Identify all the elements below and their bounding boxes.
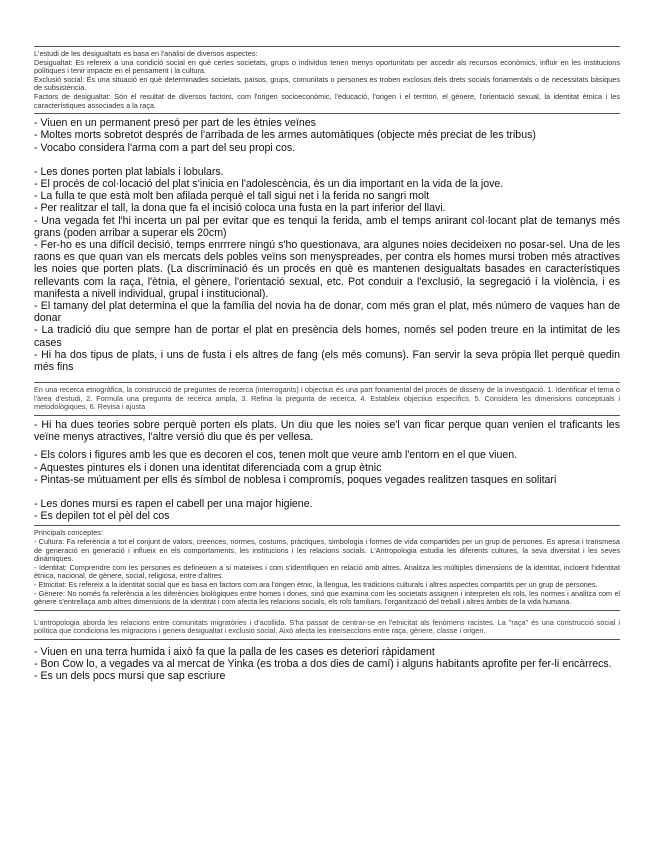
note-line: - Es un dels pocs mursi que sap escriure xyxy=(34,670,226,683)
research-questions-block xyxy=(34,383,620,415)
note-line: - Pintas-se mútuament per ells és símbol de noblesa i compromís, poques vegades realitzen tasques en solitari xyxy=(34,473,557,486)
notes-block-lip-plates xyxy=(34,416,620,525)
text-line: L'estudi de les desigualtats es basa en l'anàlisi de diversos aspectes: xyxy=(34,49,258,58)
note-line: - Per realitzar el tall, la dona que fa el incisió coloca una fusta en la part inferior del llavi. xyxy=(34,202,446,215)
text-line: - Identitat: Comprendre com les persones es defineixen a si mateixes i com s'identifiquen en relació amb altres. Analitza les múltiples dimensions de la identitat, incloent l'identitat ètnica, nacional, de gènere, social, religiosa, entre d'altres. xyxy=(34,562,620,581)
document-page xyxy=(34,46,620,686)
notes-block-village xyxy=(34,640,620,686)
section-heading: Principals conceptes: xyxy=(34,528,103,538)
text-line: Factors de desigualtat: Són el resultat de diversos factors, com l'origen socioeconòmic, l'educació, l'origen i el territori, el gènere, l'orientació sexual, la identitat ètnica i les característiques associades a la raça. xyxy=(34,91,620,110)
note-line: - Fer-ho es una difícil decisió, temps enrrrere ningú s'ho questionava, ara algunes noies decideixen no posar-sel. Una de les raons es que quan van els mercats dels pobles veïns son menyspreades, per contra els homes mursi troben més atractives les noies que porten plats. (La discriminació és un procés en què es mantenen desigualtats basades en característiques rellevants com la raça, l'ètnia, el gènere, l'orientació sexual, etc. Pot conduir a l'exclusió, la segregació i la violència, i es manifesta a nivell individual, grupal i institucional). xyxy=(34,238,620,300)
note-line: - El procés de col·locació del plat s'inicia en l'adolescència, és un dia important en la vida de la jove. xyxy=(34,177,504,190)
text-line: Desigualtat: Es refereix a una condició social en què certes societats, grups o individus tenen menys oportunitats per accedir als recursos econòmics, influir en les institucions polítiques i tenir impacte en el pensament i la cultura. xyxy=(34,57,620,76)
main-concepts-block xyxy=(34,526,620,609)
text-line: - Etnicitat: Es refereix a la identitat social que es basa en factors com ara l'origen ètnic, la llengua, les tradicions culturals i altres aspectes compartits per un grup de persones. xyxy=(34,579,598,589)
text-line: L'antropologia aborda les relacions entre comunitats migratòries i d'acollida. S'ha passat de centrar-se en l'etnicitat als fenòmens racistes. La "raça" és una construcció social i política que condiciona les migracions i genera desigualtat i exclusió social. Això afecta les interseccions entre raça, gènere, classe i origen. xyxy=(34,617,620,636)
text-line: - Cultura: Fa referència a tot el conjunt de valors, creences, normes, costums, pràctiques, simbologia i formes de vida compartides per un grup de persones. Es apresa i transmesa de generació en generació i influeix en els comportaments, les institucions i les relacions socials. L'Antropologia estudia les diferents cultures, la seva diversitat i les seves dinàmiques. xyxy=(34,537,620,564)
note-line: - Viuen en un permanent presó per part de les ètnies veïnes xyxy=(34,117,316,130)
note-line: - Aquestes pintures els i donen una identitat diferenciada com a grup ètnic xyxy=(34,461,382,474)
note-line: - Moltes morts sobretot després de l'arribada de les armes automàtiques (objecte més preciat de les tribus) xyxy=(34,129,536,142)
text-line: Exclusió social: És una situació en què determinades societats, països, grups, comunitats o persones es troben exclosos dels drets socials fonamentals o de necessitats bàsiques de subsistència. xyxy=(34,74,620,93)
note-line: - Una vegada fet l'hi incerta un pal per evitar que es tenqui la ferida, amb el temps anirant col·locant plat de temanys més grans (poden arribar a superar els 20cm) xyxy=(34,214,620,239)
text-line: En una recerca etnogràfica, la construcció de preguntes de recerca (interrogants) i objectius és una part fonamental del procés de disseny de la investigació. 1. Identificar el tema o l'àrea d'estudi, 2. Formula una pregunta de recerca ampla, 3. Refina la pregunta de recerca, 4. Estableix objectius específics, 5. Considera les dimensions conceptuals i metodològiques, 6. Revisa i ajusta xyxy=(34,385,620,412)
note-line: - El tamany del plat determina el que la família del novia ha de donar, com més gran el plat, més número de vaques han de donar xyxy=(34,300,620,325)
inequality-concepts-block xyxy=(34,47,620,113)
note-line: - La tradició diu que sempre han de portar el plat en presència dels homes, només sel poden treure en la intimitat de les cases xyxy=(34,324,620,349)
migration-block xyxy=(34,611,620,639)
notes-block-weapons xyxy=(34,114,620,376)
note-line: - Les dones mursi es rapen el cabell per una major higiene. xyxy=(34,498,313,511)
note-line: - La fulla te que està molt ben afilada perquè el tall sigui net i la ferida no sangri molt xyxy=(34,190,430,203)
note-line: - Els colors i figures amb les que es decoren el cos, tenen molt que veure amb l'entorn en el que viuen. xyxy=(34,449,518,462)
text-line: - Gènere: No només fa referència a les diferències biològiques entre homes i dones, sinó que examina com les societats assignen i interpreten els rols, les normes i analitza com el gènere s'entrellaça amb altres dimensions de la identitat i com afecta les relacions socials, els rols familiars, l'organització del treball i altres àmbits de la vida humana. xyxy=(34,588,620,607)
note-line: - Es depilen tot el pèl del cos xyxy=(34,510,170,523)
note-line: - Hi ha dos tipus de plats, i uns de fusta i els altres de fang (els més comuns). Fan servir la seva pròpia llet perquè quedin més fins xyxy=(34,348,620,374)
note-line: - Bon Cow lo, a vegades va al mercat de Yinka (es troba a dos dies de camí) i alguns habitants aprofite per fer-li encàrrecs. xyxy=(34,658,612,671)
note-line: - Viuen en una terra humida i això fa que la palla de les cases es deteriori ràpidament xyxy=(34,645,435,658)
note-line: - Vocabo considera l'arma com a part del seu propi cos. xyxy=(34,141,296,154)
note-line: - Hi ha dues teories sobre perquè porten els plats. Un diu que les noies se'l van ficar perque quan venien el traficants les veïne menys atractives, l'altre versió diu que és per vellesa. xyxy=(34,419,620,444)
note-line: - Les dones porten plat labials i lobulars. xyxy=(34,165,224,178)
